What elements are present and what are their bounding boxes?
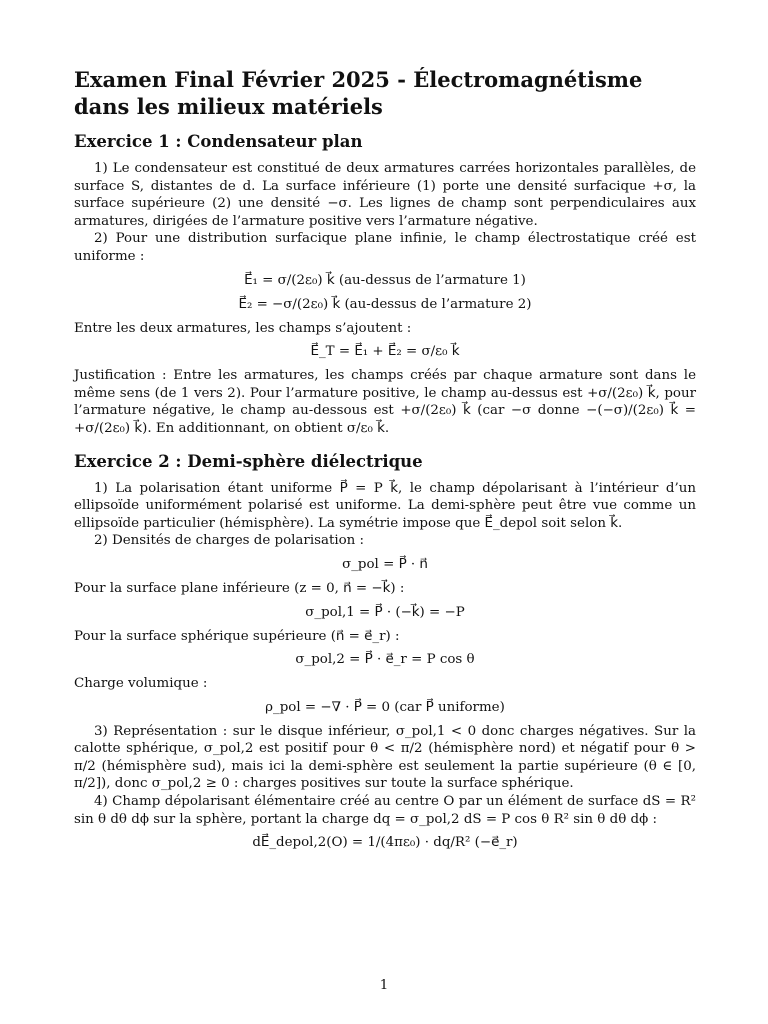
ex2-paragraph-3: Pour la surface plane inférieure (z = 0, n⃗ = −k⃗) : bbox=[74, 580, 405, 596]
ex1-equation-3: E⃗_T = E⃗₁ + E⃗₂ = σ/ε₀ k⃗ bbox=[310, 344, 460, 360]
ex2-paragraph-1: 1) La polarisation étant uniforme P⃗ = P k⃗, le champ dépolarisant à l’intérieur d’un ellipsoïde uniformément polarisé est uniforme. La demi-sphère peut être vue comme un ellipsoïde particulier (hémisphère). La symétrie impose que E⃗_depol soit selon k⃗. bbox=[74, 480, 696, 531]
ex1-paragraph-4: Justification : Entre les armatures, les champs créés par chaque armature sont dans le même sens (de 1 vers 2). Pour l’armature positive, le champ au-dessus est +σ/(2ε₀) k⃗, pour l’armature négative, le champ au-dessous est +σ/(2ε₀) k⃗ (car −σ donne −(−σ)/(2ε₀) k⃗ = +σ/(2ε₀) k⃗). En additionnant, on obtient σ/ε₀ k⃗. bbox=[74, 368, 696, 436]
page-number: 1 bbox=[379, 978, 389, 993]
ex2-paragraph-4: Pour la surface sphérique supérieure (n⃗ = e⃗_r) : bbox=[74, 628, 400, 644]
ex2-paragraph-5: Charge volumique : bbox=[74, 676, 208, 692]
ex2-paragraph-2: 2) Densités de charges de polarisation : bbox=[94, 533, 365, 549]
ex2-equation-5: dE⃗_depol,2(O) = 1/(4πε₀) · dq/R² (−e⃗_r) bbox=[252, 835, 518, 851]
ex1-paragraph-3: Entre les deux armatures, les champs s’ajoutent : bbox=[74, 320, 412, 336]
exercise-2-heading: Exercice 2 : Demi-sphère diélectrique bbox=[74, 451, 423, 471]
ex2-equation-3: σ_pol,2 = P⃗ · e⃗_r = P cos θ bbox=[295, 652, 475, 668]
ex1-equation-1: E⃗₁ = σ/(2ε₀) k⃗ (au-dessus de l’armature 1) bbox=[244, 272, 526, 288]
ex2-equation-4: ρ_pol = −∇ · P⃗ = 0 (car P⃗ uniforme) bbox=[265, 699, 505, 715]
ex1-paragraph-1: 1) Le condensateur est constitué de deux armatures carrées horizontales parallèles, de surface S, distantes de d. La surface inférieure (1) porte une densité surfacique +σ, la surface supérieure (2) une densité −σ. Les lignes de champ sont perpendiculaires aux armatures, dirigées de l’armature positive vers l’armature négative. bbox=[74, 161, 696, 229]
ex1-equation-2: E⃗₂ = −σ/(2ε₀) k⃗ (au-dessus de l’armature 2) bbox=[238, 296, 532, 312]
ex1-paragraph-2: 2) Pour une distribution surfacique plane infinie, le champ électrostatique créé est uniforme : bbox=[74, 231, 696, 264]
ex2-paragraph-7: 4) Champ dépolarisant élémentaire créé au centre O par un élément de surface dS = R² sin θ dθ dϕ sur la sphère, portant la charge dq = σ_pol,2 dS = P cos θ R² sin θ dθ dϕ : bbox=[74, 794, 696, 827]
ex2-equation-2: σ_pol,1 = P⃗ · (−k⃗) = −P bbox=[305, 604, 465, 620]
ex2-paragraph-6: 3) Représentation : sur le disque inférieur, σ_pol,1 < 0 donc charges négatives. Sur la calotte sphérique, σ_pol,2 est positif pour θ < π/2 (hémisphère nord) et négatif pour θ > π/2 (hémisphère sud), mais ici la demi-sphère est seulement la partie supérieure (θ ∈ [0, π/2]), donc σ_pol,2 ≥ 0 : charges positives sur toute la surface sphérique. bbox=[74, 723, 696, 792]
exercise-1-heading: Exercice 1 : Condensateur plan bbox=[74, 132, 363, 151]
page-title: Examen Final Février 2025 - Électromagnétisme dans les milieux matériels bbox=[74, 67, 643, 119]
document-page bbox=[74, 66, 696, 858]
ex2-equation-1: σ_pol = P⃗ · n⃗ bbox=[342, 556, 428, 572]
